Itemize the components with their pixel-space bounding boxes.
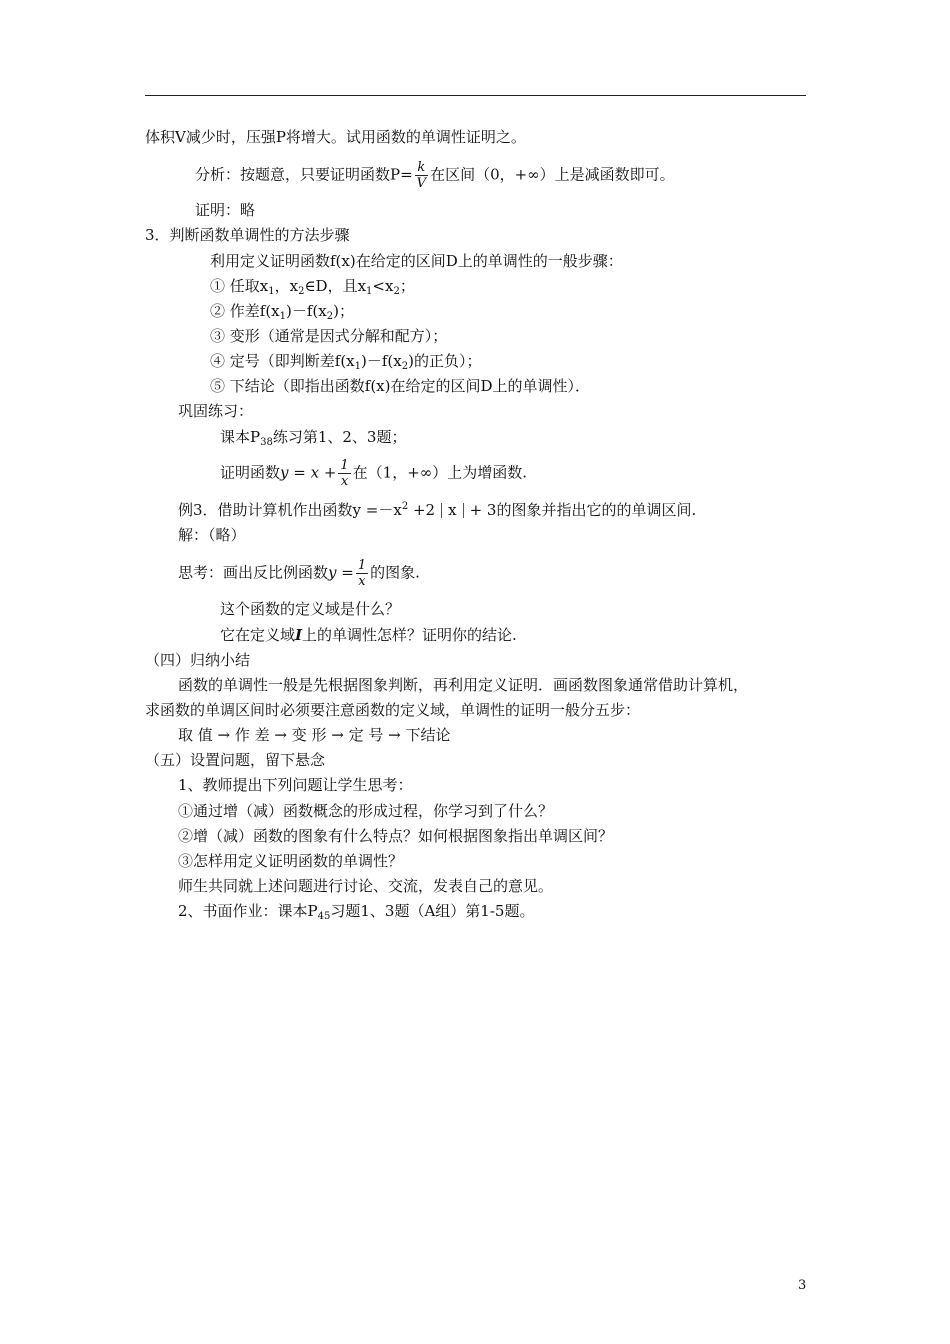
question-1: 这个函数的定义域是什么？ — [220, 600, 401, 618]
summary-line-2: 求函数的单调区间时必须要注意函数的定义域，单调性的证明一般分五步： — [145, 701, 641, 719]
question-item-1: ①通过增（减）函数概念的形成过程，你学习到了什么？ — [178, 802, 554, 820]
flow-steps: 取 值 → 作 差 → 变 形 → 定 号 → 下结论 — [178, 726, 451, 744]
summary-line-1: 函数的单调性一般是先根据图象判断，再利用定义证明．画函数图象通常借助计算机， — [178, 676, 749, 694]
practice-2: 证明函数y = x + $\frac{1}{x}$ 在（1，+∞）上为增函数. — [220, 458, 528, 489]
section-3-title: 3．判断函数单调性的方法步骤 — [145, 226, 350, 244]
section-5-title: （五）设置问题，留下悬念 — [145, 751, 326, 769]
section-4-title: （四）归纳小结 — [145, 651, 251, 669]
solution-line: 解：（略） — [178, 526, 246, 544]
section-3-intro: 利用定义证明函数f(x)在给定的区间D上的单调性的一般步骤： — [210, 252, 623, 270]
fraction-1-over-x: $\frac{1}{x}$ — [340, 458, 349, 489]
homework-line: 2、书面作业：课本$P_{45}$习题1、3题（A组）第1-5题。 — [178, 902, 535, 922]
fraction-k-over-v: $\frac{k}{V}$ — [416, 160, 427, 191]
step-5: ⑤ 下结论（即指出函数f(x)在给定的区间D上的单调性）． — [210, 377, 591, 395]
page-number: 3 — [798, 1278, 807, 1293]
practice-title: 巩固练习： — [178, 402, 254, 420]
question-item-2: ②增（减）函数的图象有什么特点？如何根据图象指出单调区间？ — [178, 827, 614, 845]
analysis-line: 分析：按题意，只要证明函数P= $\frac{k}{V}$ 在区间（0，+∞）上是减函数即可。 — [195, 160, 675, 191]
text-line: 体积V减少时，压强P将增大。试用函数的单调性证明之。 — [145, 128, 526, 146]
example-3: 例3．借助计算机作出函数$y =-x^2 +2$ x + 3的图象并指出它的的单调区间. — [178, 501, 697, 519]
practice-1: 课本$P_{38}$练习第1、2、3题； — [220, 428, 407, 448]
item-1: 1、教师提出下列问题让学生思考： — [178, 776, 413, 794]
question-item-3: ③怎样用定义证明函数的单调性？ — [178, 852, 404, 870]
step-1: ① 任取$x_1$，$x_2\in D$，且$x_1<x_2$； — [210, 277, 415, 297]
proof-line: 证明：略 — [195, 201, 256, 219]
question-2: 它在定义域I上的单调性怎样？证明你的结论. — [220, 626, 517, 644]
discussion-line: 师生共同就上述问题进行讨论、交流，发表自己的意见。 — [178, 877, 554, 895]
fraction-1-over-x: $\frac{1}{x}$ — [357, 558, 367, 589]
step-3: ③ 变形（通常是因式分解和配方）； — [210, 327, 448, 345]
step-2: ② 作差$f(x_1)-f(x_2)$； — [210, 302, 354, 322]
header-rule — [145, 95, 806, 96]
step-4: ④ 定号（即判断差$f(x_1)-f(x_2)$的正负）； — [210, 352, 482, 372]
think-line: 思考：画出反比例函数y = $\frac{1}{x}$ 的图象. — [178, 558, 420, 589]
